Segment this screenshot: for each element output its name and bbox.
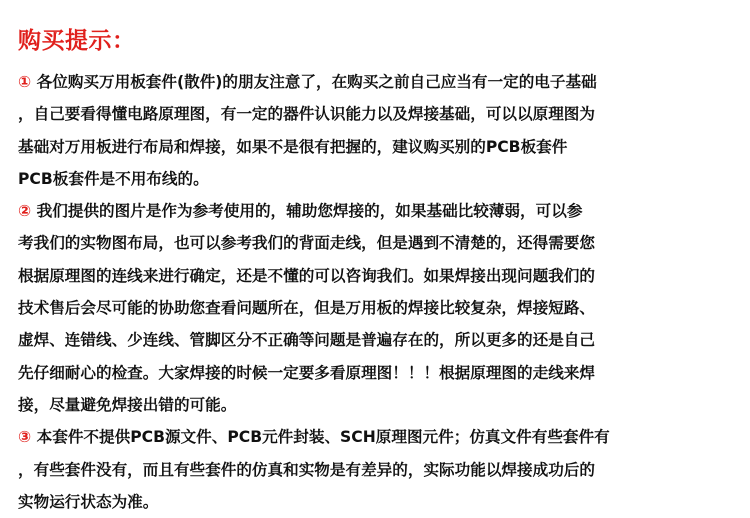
notice-text: PCB板套件是不用布线的。 <box>18 169 209 188</box>
page-title: 购买提示： <box>18 28 136 54</box>
notice-text: 各位购买万用板套件(散件)的朋友注意了，在购买之前自己应当有一定的电子基础 <box>31 73 597 91</box>
notice-text: 技术售后会尽可能的协助您查看问题所在，但是万用板的焊接比较复杂，焊接短路、 <box>18 299 595 318</box>
notice-line <box>18 163 734 195</box>
item-number-1: ① <box>18 73 32 91</box>
item-number-3: ③ <box>18 428 32 447</box>
notice-text: 实物运行状态为准。 <box>18 492 159 511</box>
notice-body <box>18 66 734 518</box>
notice-text: ，自己要看得懂电路原理图，有一定的器件认识能力以及焊接基础，可以以原理图为 <box>18 105 595 124</box>
notice-line <box>18 131 734 163</box>
notice-text: ，有些套件没有，而且有些套件的仿真和实物是有差异的，实际功能以焊接成功后的 <box>18 460 595 479</box>
notice-text: 基础对万用板进行布局和焊接，如果不是很有把握的，建议购买别的PCB板套件 <box>18 137 568 156</box>
notice-line <box>18 486 734 518</box>
notice-text: 考我们的实物图布局，也可以参考我们的背面走线，但是遇到不清楚的，还得需要您 <box>18 234 595 253</box>
notice-line <box>18 454 734 486</box>
notice-text: 根据原理图的连线来进行确定，还是不懂的可以咨询我们。如果焊接出现问题我们的 <box>18 266 595 285</box>
notice-line <box>18 260 734 292</box>
notice-line <box>18 292 734 324</box>
notice-line <box>18 389 734 421</box>
notice-line <box>18 195 734 227</box>
notice-text: 先仔细耐心的检查。大家焊接的时候一定要多看原理图！！！根据原理图的走线来焊 <box>18 363 595 382</box>
notice-line <box>18 66 734 98</box>
notice-text: 本套件不提供PCB源文件、PCB元件封装、SCH原理图元件；仿真文件有些套件有 <box>31 428 610 447</box>
notice-line <box>18 98 734 130</box>
notice-line <box>18 324 734 356</box>
notice-line <box>18 357 734 389</box>
notice-text: 接，尽量避免焊接出错的可能。 <box>18 395 237 414</box>
notice-line <box>18 227 734 259</box>
notice-line <box>18 421 734 453</box>
notice-text: 我们提供的图片是作为参考使用的，辅助您焊接的，如果基础比较薄弱，可以参 <box>31 202 583 221</box>
notice-text: 虚焊、连错线、少连线、管脚区分不正确等问题是普遍存在的，所以更多的还是自己 <box>18 331 595 350</box>
item-number-2: ② <box>18 202 32 221</box>
